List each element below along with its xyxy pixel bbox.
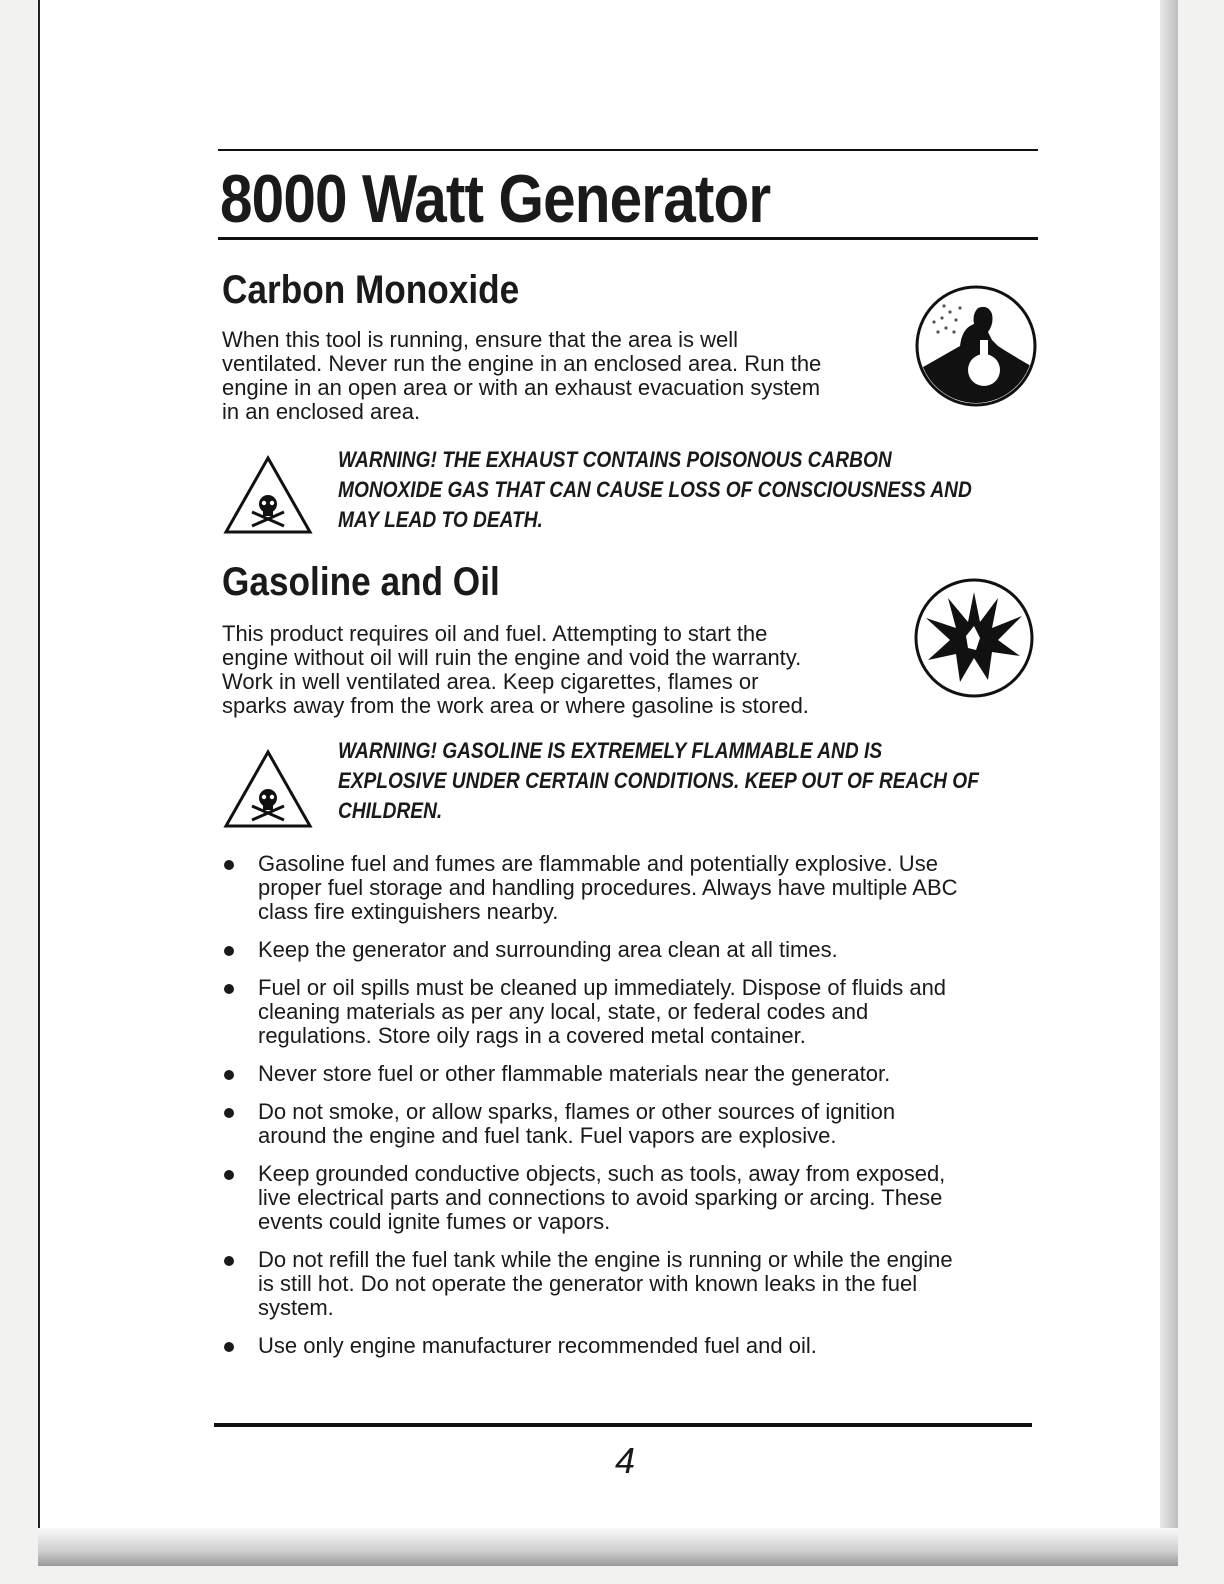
bullet-dot-icon (224, 1170, 234, 1180)
carbon-monoxide-body: When this tool is running, ensure that the area is well ventilated. Never run the engine in an enclosed area. Run the engine in an open area or with an exhaust evacuation system in an enclosed area. (222, 327, 822, 424)
list-item: Keep grounded conductive objects, such as tools, away from exposed, live electrical parts and connections to avoid sparking or arcing. These events could ignite fumes or vapors. (222, 1162, 1042, 1234)
list-item: Gasoline fuel and fumes are flammable and potentially explosive. Use proper fuel storage and handling procedures. Always have multiple ABC class fire extinguishers nearby. (222, 852, 1042, 924)
page-bottom-edge (38, 1528, 1178, 1566)
gasoline-oil-body: This product requires oil and fuel. Attempting to start the engine without oil will ruin the engine and void the warranty. Work in well ventilated area. Keep cigarettes, flames or sparks away from the work area or where gasoline is stored. (222, 621, 809, 718)
bullet-dot-icon (224, 1256, 234, 1266)
carbon-monoxide-warning: WARNING! THE EXHAUST CONTAINS POISONOUS CARBON MONOXIDE GAS THAT CAN CAUSE LOSS OF CONSCIOUSNESS AND MAY LEAD TO DEATH. (338, 447, 972, 532)
explosion-hazard-icon (910, 576, 1038, 700)
page-edge-shadow (1160, 0, 1178, 1560)
list-item: Keep the generator and surrounding area clean at all times. (222, 938, 1042, 962)
list-item: Fuel or oil spills must be cleaned up immediately. Dispose of fluids and cleaning materials as per any local, state, or federal codes and regulations. Store oily rags in a covered metal container. (222, 976, 1042, 1048)
bullet-dot-icon (224, 946, 234, 956)
poison-warning-triangle-icon (222, 748, 314, 830)
page-number: 4 (614, 1440, 636, 1481)
bullet-dot-icon (224, 1108, 234, 1118)
list-item: Do not smoke, or allow sparks, flames or other sources of ignition around the engine and fuel tank. Fuel vapors are explosive. (222, 1100, 1042, 1148)
bullet-dot-icon (224, 1070, 234, 1080)
top-rule (218, 149, 1038, 151)
carbon-monoxide-heading: Carbon Monoxide (222, 268, 520, 312)
gasoline-oil-heading: Gasoline and Oil (222, 560, 500, 604)
page-title: 8000 Watt Generator (220, 161, 771, 237)
safety-bullet-list (222, 852, 1042, 1372)
gasoline-warning: WARNING! GASOLINE IS EXTREMELY FLAMMABLE AND IS EXPLOSIVE UNDER CERTAIN CONDITIONS. KEEP OUT OF REACH OF CHILDREN. (338, 738, 979, 823)
list-item: Never store fuel or other flammable materials near the generator. (222, 1062, 1042, 1086)
bullet-dot-icon (224, 860, 234, 870)
bullet-dot-icon (224, 1342, 234, 1352)
list-item: Use only engine manufacturer recommended fuel and oil. (222, 1334, 1042, 1358)
poison-warning-triangle-icon (222, 454, 314, 536)
title-underline (218, 237, 1038, 240)
bullet-dot-icon (224, 984, 234, 994)
inhalation-hazard-icon (914, 284, 1038, 408)
list-item: Do not refill the fuel tank while the engine is running or while the engine is still hot. Do not operate the generator with known leaks in the fuel system. (222, 1248, 1042, 1320)
footer-rule (214, 1423, 1032, 1427)
